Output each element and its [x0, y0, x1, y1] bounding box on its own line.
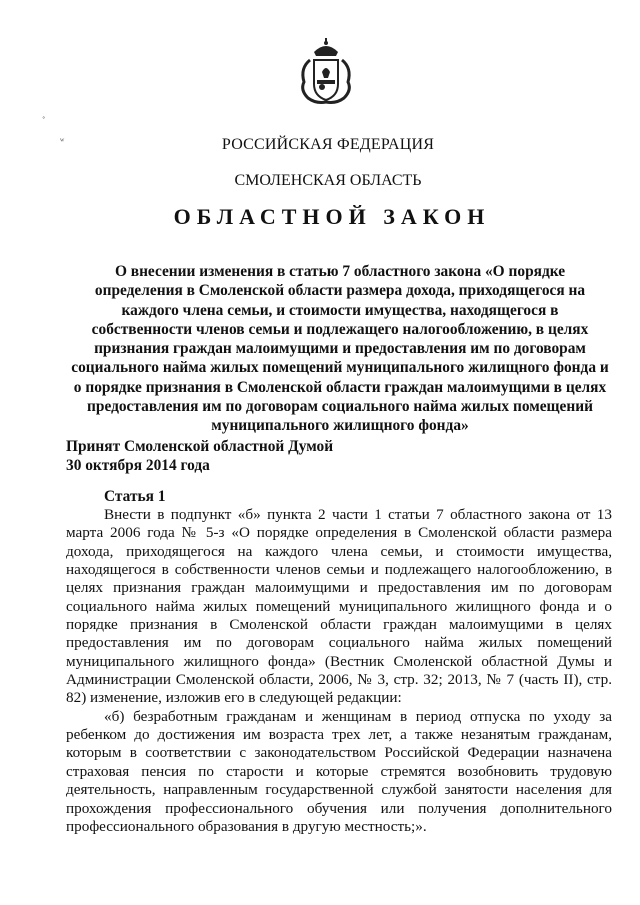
scan-speck: ʷ [60, 136, 65, 147]
region-name: СМОЛЕНСКАЯ ОБЛАСТЬ [234, 172, 422, 189]
coat-of-arms-emblem [296, 38, 356, 108]
article-heading: Статья 1 [104, 488, 166, 505]
scan-speck: ˚ [42, 116, 46, 127]
document-type-heading: ОБЛАСТНОЙ ЗАКОН [173, 204, 491, 229]
adoption-body: Принят Смоленской областной Думой [66, 438, 334, 455]
article-body [66, 506, 612, 836]
law-title: О внесении изменения в статью 7 областного закона «О порядке определения в Смоленской области размера дохода, приходящегося на каждого члена семьи, и стоимости имущества, находящегося в собственности членов семьи и подлежащего налогообложению, в целях признания граждан малоимущими и предоставления им по договорам социального найма жилых помещений муниципального жилищного фонда и о порядке признания в Смоленской области граждан малоимущими в целях предоставления им по договорам социального найма жилых помещений муниципального жилищного фонда» [71, 263, 609, 435]
adoption-info [66, 437, 333, 475]
adoption-date: 30 октября 2014 года [66, 457, 210, 474]
country-name: РОССИЙСКАЯ ФЕДЕРАЦИЯ [221, 136, 435, 153]
article-paragraph: «б) безработным гражданам и женщинам в период отпуска по уходу за ребенком до достижения им возраста трех лет, а также незанятым гражданам, которым в соответствии с законодательством Российской Федерации назначена страховая пенсия по старости и которые стремятся возобновить трудовую деятельность, направленным государственной службой занятости населения для прохождения профессионального обучения или получения дополнительного профессионального образования в другую местность;». [66, 707, 612, 835]
article-paragraph: Внести в подпункт «б» пункта 2 части 1 статьи 7 областного закона от 13 марта 2006 года № 5-з «О порядке определения в Смоленской области размера дохода, приходящегося на каждого члена семьи, и стоимости имущества, находящегося в собственности членов семьи и подлежащего налогообложению, в целях признания граждан малоимущими и предоставления им по договорам социального найма жилых помещений муниципального жилищного фонда и о порядке признания в Смоленской области граждан малоимущими в целях предоставления им по договорам социального найма жилых помещений муниципального жилищного фонда» (Вестник Смоленской областной Думы и Администрации Смоленской области, 2006, № 3, стр. 32; 2013, № 7 (часть II), стр. 82) изменение, изложив его в следующей редакции: [66, 506, 612, 707]
